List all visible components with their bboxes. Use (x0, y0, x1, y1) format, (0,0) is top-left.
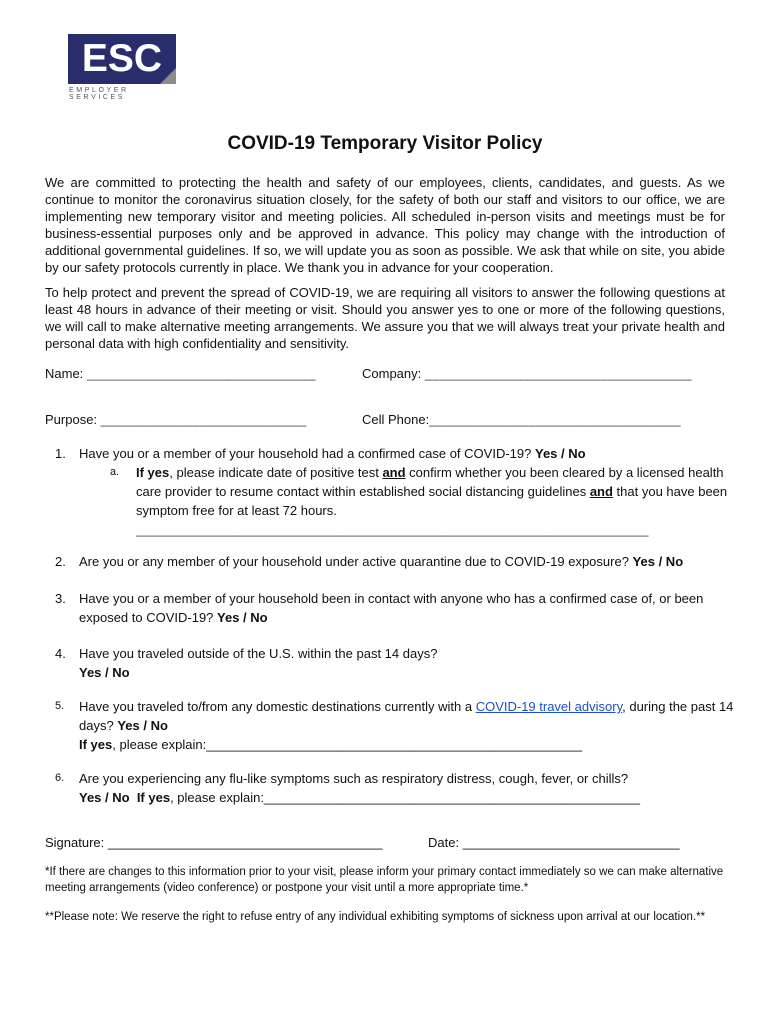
question-2-answer[interactable]: Yes / No (632, 554, 684, 569)
travel-advisory-link[interactable]: COVID-19 travel advisory (475, 699, 623, 714)
logo-box (68, 34, 176, 84)
question-1a-text-3: that you have been symptom free for at least 72 hours. (136, 484, 728, 518)
logo-corner-mark (160, 68, 176, 84)
question-1a-answer-line[interactable]: _____________________________________________________________________ (136, 522, 649, 537)
question-4-text: Have you traveled outside of the U.S. within the past 14 days? (79, 646, 438, 661)
cell-phone-field[interactable] (362, 412, 681, 427)
question-6-number: 6. (55, 772, 65, 784)
signature-field[interactable] (45, 835, 383, 850)
question-6-text: Are you experiencing any flu-like symptoms such as respiratory distress, cough, fever, or chills? (79, 771, 629, 786)
refusal-note: **Please note: We reserve the right to refuse entry of any individual exhibiting symptoms of sickness upon arrival at our location.** (45, 911, 706, 923)
question-4-number: 4. (55, 646, 66, 661)
requirements-paragraph: To help protect and prevent the spread of COVID-19, we are requiring all visitors to answer the following questions at least 48 hours in advance of their meeting or visit. Should you answer yes to one or more of the following questions, we will call to make alternative meeting arrangements. We assure you that we will always treat your private health and personal data with high confidentiality and sensitivity. (45, 285, 725, 351)
question-6 (55, 769, 735, 807)
question-6-explain-line[interactable]: ____________________________________________________ (264, 790, 640, 805)
question-5-text-2: , during the past 14 days? (79, 699, 734, 733)
cell-phone-line[interactable]: _________________________________ (429, 412, 682, 427)
question-2-text: Are you or any member of your household under active quarantine due to COVID-19 exposure? (79, 554, 629, 569)
question-6-if-yes: If yes (136, 790, 171, 805)
name-field[interactable] (45, 366, 316, 381)
question-3-answer[interactable]: Yes / No (217, 610, 268, 625)
question-1 (55, 444, 735, 463)
question-1a-and-1: and (382, 465, 406, 480)
question-2 (55, 552, 735, 571)
question-5-explain-label: , please explain: (112, 737, 207, 752)
question-4 (55, 644, 735, 682)
company-line[interactable]: ___________________________________ (424, 366, 692, 381)
purpose-field[interactable] (45, 412, 307, 427)
question-2-number: 2. (55, 554, 66, 569)
question-1a-and-2: and (589, 484, 613, 499)
changes-note: *If there are changes to this information prior to your visit, please inform your primary contact immediately so we can make alternative meeting arrangements (video conference) or postpone your visit until a more appropriate time.* (45, 866, 724, 894)
intro-paragraph: We are committed to protecting the health and safety of our employees, clients, candidates, and guests. As we continue to monitor the coronavirus situation closely, for the safety of both our staff and visitors to our office, we are implementing new temporary visitor and meeting policies. All scheduled in-person visits and meetings must be for business-essential purposes only and be approved in advance. This policy may change with the introduction of additional governmental guidelines. If so, we will update you as soon as possible. We ask that while on site, you abide by our safety protocols currently in place. We thank you in advance for your cooperation. (45, 175, 725, 275)
question-4-answer[interactable]: Yes / No (79, 665, 130, 680)
question-5-number: 5. (55, 700, 65, 712)
question-5-answer[interactable]: Yes / No (117, 718, 168, 733)
question-1a-text-2: confirm whether you been cleared by a licensed health care provider to resume contact within established social distancing guidelines (136, 465, 724, 499)
question-5-text-1: Have you traveled to/from any domestic destinations currently with a (79, 699, 476, 714)
company-label: Company: (362, 366, 422, 381)
question-6-answer[interactable]: Yes / No (79, 790, 130, 805)
company-field[interactable] (362, 366, 692, 381)
question-3-number: 3. (55, 591, 66, 606)
date-field[interactable] (428, 835, 680, 850)
question-1a-text-1: , please indicate date of positive test (169, 465, 383, 480)
date-label: Date: (428, 835, 460, 850)
question-5 (55, 697, 735, 754)
question-1a (110, 463, 730, 539)
purpose-label: Purpose: (45, 412, 98, 427)
company-logo (68, 34, 178, 101)
signature-line[interactable]: ______________________________________ (107, 835, 383, 850)
question-5-explain-line[interactable]: ____________________________________________________ (206, 737, 583, 752)
question-1-text: Have you or a member of your household had a confirmed case of COVID-19? (79, 446, 532, 461)
question-1a-if-yes: If yes (136, 465, 170, 480)
question-5-if-yes: If yes (79, 737, 113, 752)
name-line[interactable]: ______________________________ (86, 366, 316, 381)
question-3-text: Have you or a member of your household been in contact with anyone who has a confirmed case of, or been exposed to COVID-19? (79, 591, 704, 625)
question-3 (55, 589, 735, 627)
question-1a-number: a. (110, 466, 120, 478)
signature-label: Signature: (45, 835, 105, 850)
purpose-line[interactable]: ___________________________ (100, 412, 307, 427)
question-1-answer[interactable]: Yes / No (534, 446, 586, 461)
logo-text: ESC (81, 37, 163, 80)
page-title: COVID-19 Temporary Visitor Policy (227, 133, 543, 154)
date-line[interactable]: ______________________________ (462, 835, 680, 850)
logo-tagline: EMPLOYER SERVICES (69, 87, 129, 101)
question-6-explain-label: , please explain: (170, 790, 265, 805)
question-1-number: 1. (55, 446, 66, 461)
name-label: Name: (45, 366, 84, 381)
cell-phone-label: Cell Phone: (362, 412, 430, 427)
